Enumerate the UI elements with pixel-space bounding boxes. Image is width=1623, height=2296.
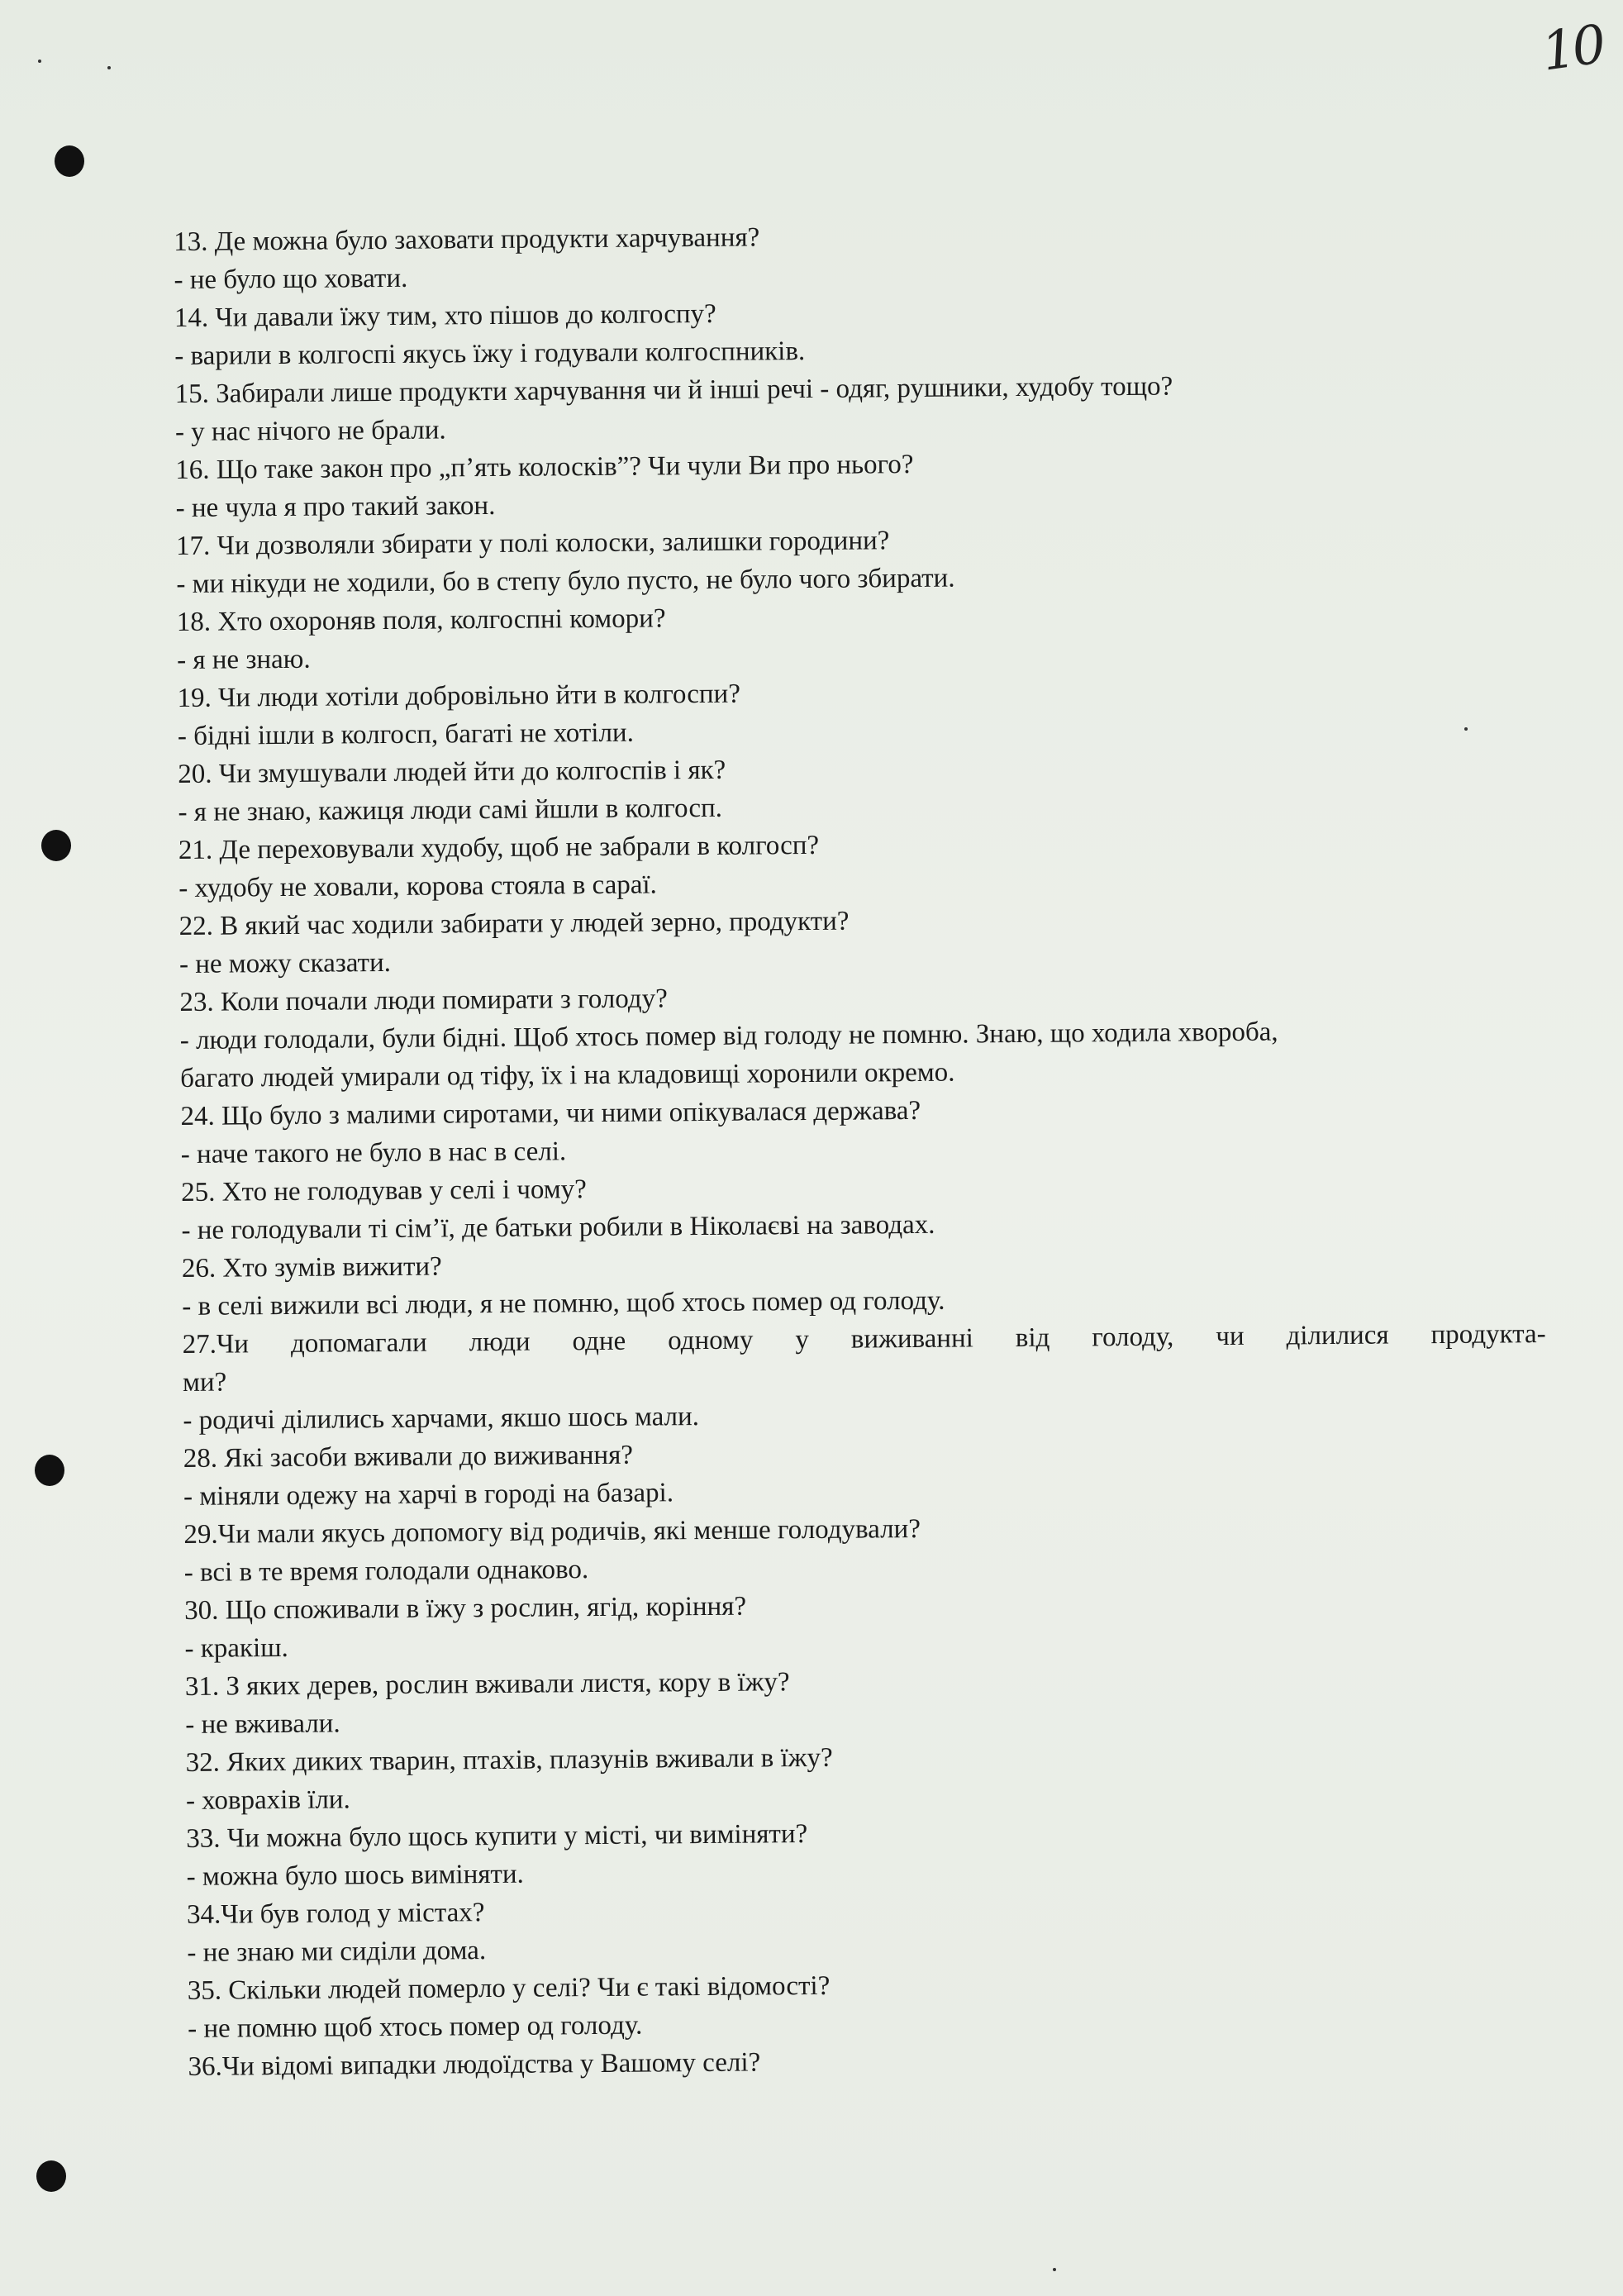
question-18: 18. Хто охороняв поля, колгоспні комори? — [176, 603, 666, 637]
page-number: 10 — [1538, 14, 1607, 83]
punch-hole — [41, 830, 71, 861]
answer-16: - не чула я про такий закон. — [175, 490, 496, 523]
answer-32: - ховрахів їли. — [185, 1784, 350, 1816]
answer-28: - міняли одежу на харчі в городі на базарі. — [183, 1478, 674, 1512]
question-14: 14. Чи давали їжу тим, хто пішов до колгоспу? — [174, 298, 716, 333]
answer-20: - я не знаю, кажиця люди самі йшли в колгосп. — [178, 793, 723, 827]
answer-18: - я не знаю. — [177, 644, 311, 675]
question-13: 13. Де можна було заховати продукти харчування? — [174, 222, 760, 257]
question-36: 36.Чи відомі випадки людоїдства у Вашому селі? — [188, 2047, 761, 2082]
question-29: 29.Чи мали якусь допомогу від родичів, які менше голодували? — [183, 1513, 921, 1550]
answer-25: - не голодували ті сім’ї, де батьки робили в Ніколаєві на заводах. — [181, 1209, 935, 1246]
answer-27: - родичі ділились харчами, якшо шось мали. — [183, 1402, 700, 1436]
answer-13: - не було що ховати. — [174, 263, 408, 295]
question-15: 15. Забирали лише продукти харчування чи й інші речі - одяг, рушники, худобу тощо? — [174, 371, 1173, 409]
answer-34: - не знаю ми сиділи дома. — [187, 1936, 487, 1968]
answer-15: - у нас нічого не брали. — [174, 415, 446, 447]
question-23: 23. Коли почали люди помирати з голоду? — [179, 984, 668, 1017]
question-35: 35. Скільки людей померло у селі? Чи є такі відомості? — [187, 1970, 831, 2006]
question-19: 19. Чи люди хотіли добровільно йти в колгоспи? — [177, 679, 741, 713]
question-25: 25. Хто не голодував у селі і чому? — [181, 1174, 587, 1208]
punch-hole — [55, 145, 84, 177]
question-21: 21. Де переховували худобу, щоб не забрали в колгосп? — [178, 830, 820, 865]
question-26: 26. Хто зумів вижити? — [181, 1251, 442, 1284]
question-30: 30. Що споживали в їжу з рослин, ягід, коріння? — [184, 1591, 747, 1626]
answer-31: - не вживали. — [185, 1708, 340, 1740]
questionnaire-text — [174, 212, 1552, 2086]
question-27-continued: ми? — [182, 1367, 227, 1398]
punch-hole — [35, 1455, 64, 1486]
question-17: 17. Чи дозволяли збирати у полі колоски, залишки городини? — [175, 526, 890, 561]
question-28: 28. Які засоби вживали до виживання? — [183, 1440, 634, 1474]
answer-35: - не помню щоб хтось помер од голоду. — [188, 2010, 643, 2044]
answer-21: - худобу не ховали, корова стояла в сараї. — [178, 869, 657, 903]
question-34: 34.Чи був голод у містах? — [186, 1898, 485, 1930]
answer-19: - бідні ішли в колгосп, багаті не хотіли. — [177, 717, 635, 751]
question-27: 27.Чи допомагали люди одне одному у виживанні від голоду, чи ділилися продукта- — [182, 1318, 1546, 1360]
answer-22: - не можу сказати. — [178, 947, 392, 979]
question-20: 20. Чи змушували людей йти до колгоспів і як? — [178, 755, 726, 789]
answer-26: - в селі вижили всі люди, я не помню, щоб хтось помер од голоду. — [182, 1285, 945, 1322]
scan-speck — [107, 66, 111, 69]
question-32: 32. Яких диких тварин, птахів, плазунів вживали в їжу? — [185, 1742, 833, 1778]
question-22: 22. В який час ходили забирати у людей зерно, продукти? — [178, 906, 850, 941]
answer-24: - наче такого не було в нас в селі. — [180, 1136, 567, 1169]
answer-23-continued: багато людей умирали од тіфу, їх і на кладовищі хоронили окремо. — [179, 1057, 955, 1093]
scan-speck — [38, 60, 41, 63]
question-16: 16. Що таке закон про „п’ять колосків”? Чи чули Ви про нього? — [175, 449, 914, 485]
question-33: 33. Чи можна було щось купити у місті, чи виміняти? — [186, 1819, 808, 1854]
question-31: 31. З яких дерев, рослин вживали листя, кору в їжу? — [184, 1667, 790, 1702]
answer-17: - ми нікуди не ходили, бо в степу було пусто, не було чого збирати. — [176, 563, 955, 599]
answer-33: - можна було шось виміняти. — [186, 1859, 524, 1892]
punch-hole — [36, 2160, 66, 2192]
question-24: 24. Що було з малими сиротами, чи ними опікувалася держава? — [180, 1095, 921, 1131]
answer-29: - всі в те время голодали однаково. — [183, 1555, 589, 1588]
answer-14: - варили в колгоспі якусь їжу і годували колгоспників. — [174, 336, 806, 371]
answer-23: - люди голодали, були бідні. Щоб хтось помер від голоду не помню. Знаю, що ходила хвороба, — [179, 1017, 1278, 1055]
scan-speck — [1053, 2268, 1056, 2271]
answer-30: - кракіш. — [184, 1632, 288, 1664]
